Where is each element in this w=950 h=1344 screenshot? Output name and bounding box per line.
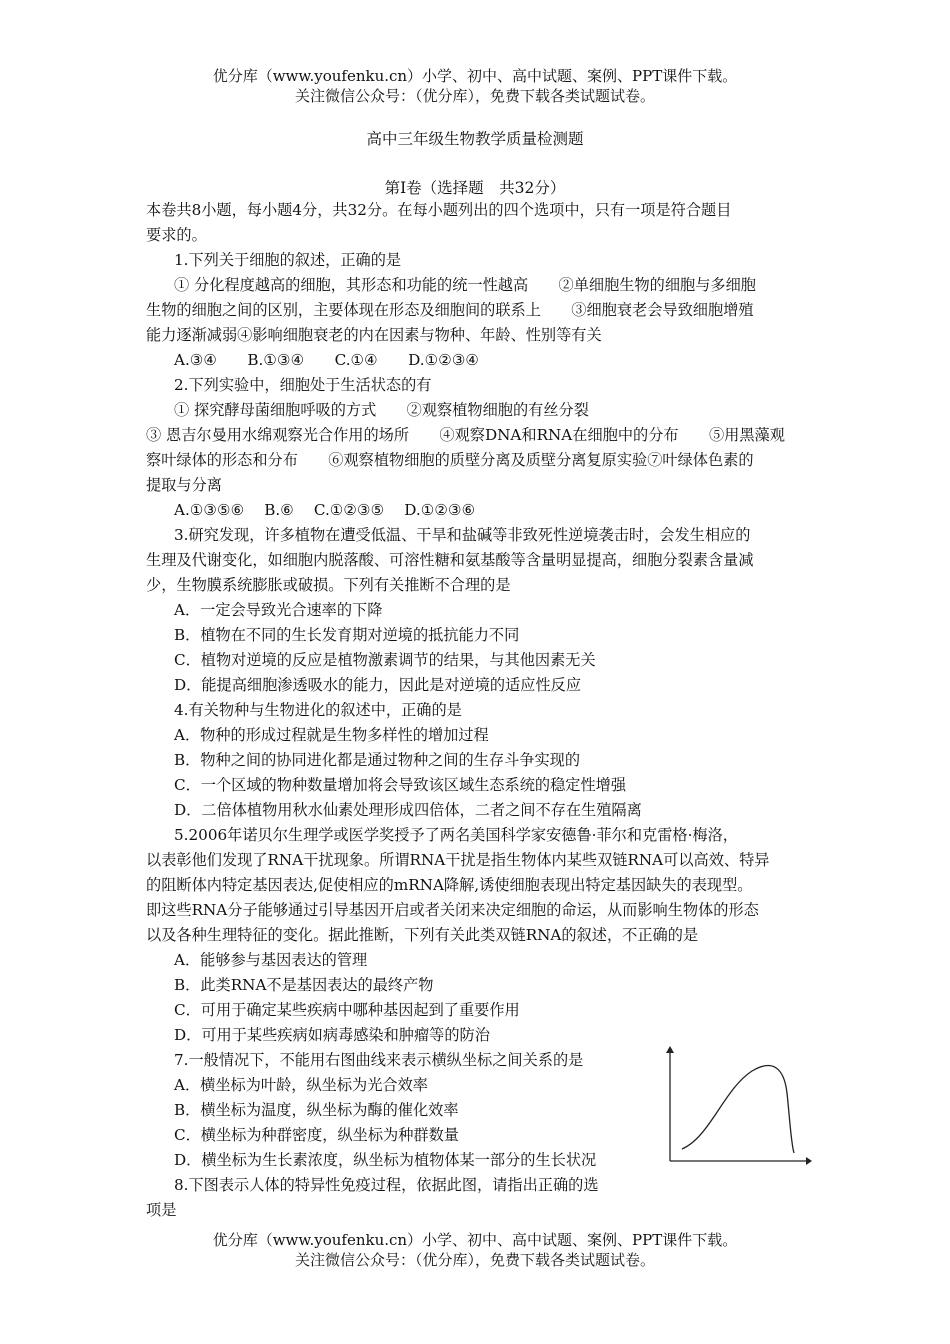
question-5-stem: 的阻断体内特定基因表达,促使相应的mRNA降解,诱使细胞表现出特定基因缺失的表现型。: [146, 876, 753, 894]
question-3-option-d: D．能提高细胞渗透吸水的能力，因此是对逆境的适应性反应: [174, 676, 582, 694]
question-7-stem: 7.一般情况下，不能用右图曲线来表示横纵坐标之间关系的是: [174, 1051, 584, 1069]
question-7-option-a: A．横坐标为叶龄，纵坐标为光合效率: [174, 1076, 428, 1094]
question-5-stem: 即这些RNA分子能够通过引导基因开启或者关闭来决定细胞的命运，从而影响生物体的形态: [146, 901, 759, 919]
page-title: 高中三年级生物教学质量检测题: [366, 130, 584, 148]
question-5-option-b: B．此类RNA不是基因表达的最终产物: [174, 976, 434, 994]
curve-line: [682, 1066, 794, 1153]
question-1-body: ① 分化程度越高的细胞，其形态和功能的统一性越高 ②单细胞生物的细胞与多细胞: [174, 276, 756, 294]
question-2-body: ③ 恩吉尔曼用水绵观察光合作用的场所 ④观察DNA和RNA在细胞中的分布 ⑤用黑藻观: [146, 426, 785, 444]
question-7-option-b: B．横坐标为温度，纵坐标为酶的催化效率: [174, 1101, 459, 1119]
question-5-stem: 以及各种生理特征的变化。据此推断，下列有关此类双链RNA的叙述，不正确的是: [146, 926, 699, 944]
question-1-body: 能力逐渐减弱④影响细胞衰老的内在因素与物种、年龄、性别等有关: [146, 326, 602, 344]
question-1-options: A.③④ B.①③④ C.①④ D.①②③④: [174, 351, 480, 369]
question-3-stem: 少，生物膜系统膨胀或破损。下列有关推断不合理的是: [146, 576, 511, 594]
question-7-option-d: D．横坐标为生长素浓度，纵坐标为植物体某一部分的生长状况: [174, 1151, 597, 1169]
footer-line-1: 优分库（www.youfenku.cn）小学、初中、高中试题、案例、PPT课件下载。: [212, 1231, 738, 1249]
question-2-body: 提取与分离: [146, 476, 222, 494]
curve-figure: [662, 1045, 812, 1173]
question-3-stem: 生理及代谢变化，如细胞内脱落酸、可溶性糖和氨基酸等含量明显提高，细胞分裂素含量减: [146, 551, 754, 569]
question-2-body: ① 探究酵母菌细胞呼吸的方式 ②观察植物细胞的有丝分裂: [174, 401, 589, 419]
question-5-option-c: C．可用于确定某些疾病中哪种基因起到了重要作用: [174, 1001, 520, 1019]
question-2-stem: 2.下列实验中，细胞处于生活状态的有: [174, 376, 432, 394]
question-1-stem: 1.下列关于细胞的叙述，正确的是: [174, 251, 402, 269]
question-5-option-d: D．可用于某些疾病如病毒感染和肿瘤等的防治: [174, 1026, 490, 1044]
question-3-option-b: B．植物在不同的生长发育期对逆境的抵抗能力不同: [174, 626, 520, 644]
question-3-option-c: C．植物对逆境的反应是植物激素调节的结果，与其他因素无关: [174, 651, 596, 669]
question-5-stem: 以表彰他们发现了RNA干扰现象。所谓RNA干扰是指生物体内某些双链RNA可以高效、特异: [146, 851, 770, 869]
question-4-option-d: D．二倍体植物用秋水仙素处理形成四倍体，二者之间不存在生殖隔离: [174, 801, 642, 819]
question-5-option-a: A．能够参与基因表达的管理: [174, 951, 368, 969]
question-4-option-a: A．物种的形成过程就是生物多样性的增加过程: [174, 726, 489, 744]
header-line-1: 优分库（www.youfenku.cn）小学、初中、高中试题、案例、PPT课件下载。: [212, 67, 738, 85]
question-3-stem: 3.研究发现，许多植物在遭受低温、干旱和盐碱等非致死性逆境袭击时，会发生相应的: [174, 526, 751, 544]
question-4-option-c: C．一个区域的物种数量增加将会导致该区域生态系统的稳定性增强: [174, 776, 627, 794]
x-axis-arrow: [806, 1157, 812, 1165]
question-4-stem: 4.有关物种与生物进化的叙述中，正确的是: [174, 701, 462, 719]
question-4-option-b: B．物种之间的协同进化都是通过物种之间的生存斗争实现的: [174, 751, 581, 769]
question-3-option-a: A．一定会导致光合速率的下降: [174, 601, 383, 619]
question-7-option-c: C．横坐标为种群密度，纵坐标为种群数量: [174, 1126, 459, 1144]
instructions-line: 本卷共8小题，每小题4分，共32分。在每小题列出的四个选项中，只有一项是符合题目: [146, 201, 732, 219]
instructions-line: 要求的。: [146, 226, 207, 244]
y-axis-arrow: [666, 1046, 674, 1053]
question-1-body: 生物的细胞之间的区别，主要体现在形态及细胞间的联系上 ③细胞衰老会导致细胞增殖: [146, 301, 754, 319]
footer-line-2: 关注微信公众号：（优分库），免费下载各类试题试卷。: [294, 1251, 655, 1269]
header-line-2: 关注微信公众号：（优分库），免费下载各类试题试卷。: [294, 87, 655, 105]
section-title: 第Ⅰ卷（选择题 共32分）: [384, 179, 566, 197]
question-2-options: A.①③⑤⑥ B.⑥ C.①②③⑤ D.①②③⑥: [174, 501, 476, 519]
question-5-stem: 5.2006年诺贝尔生理学或医学奖授予了两名美国科学家安德鲁·菲尔和克雷格·梅洛，: [174, 826, 738, 844]
question-2-body: 察叶绿体的形态和分布 ⑥观察植物细胞的质壁分离及质壁分离复原实验⑦叶绿体色素的: [146, 451, 754, 469]
question-8-stem: 8.下图表示人体的特异性免疫过程，依据此图，请指出正确的选: [174, 1176, 599, 1194]
question-8-stem: 项是: [146, 1201, 177, 1219]
